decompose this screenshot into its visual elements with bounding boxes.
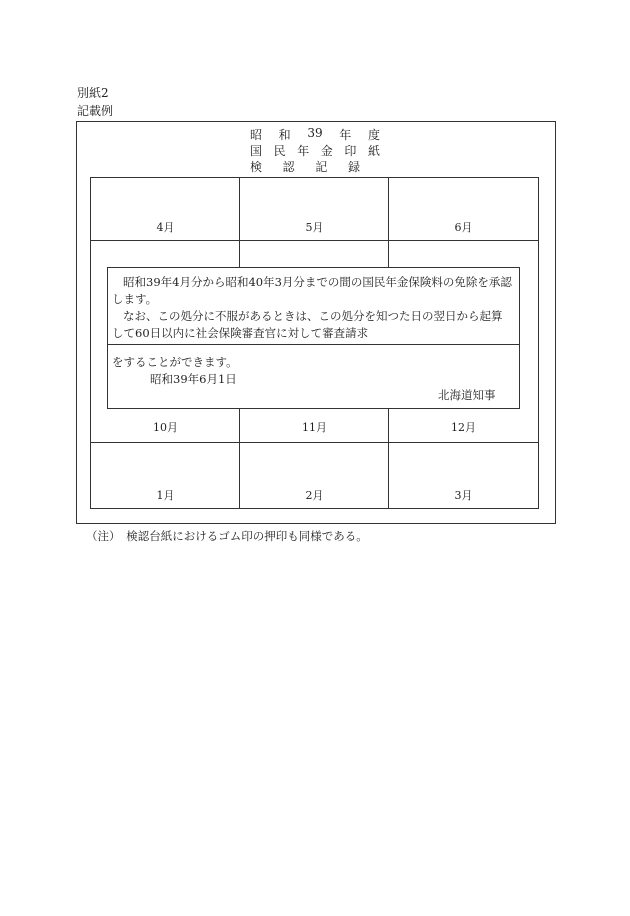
month-cell: 4月: [156, 221, 175, 234]
attachment-label: 別紙2: [77, 86, 109, 100]
notice-text: して60日以内に社会保険審査官に対して審査請求: [112, 326, 369, 340]
footnote: （注） 検認台紙におけるゴム印の押印も同様である。: [86, 529, 368, 543]
month-cell: 3月: [454, 489, 473, 502]
month-cell: 12月: [451, 421, 476, 434]
notice-text: 昭和39年4月分から昭和40年3月分までの間の国民年金保険料の免除を承認: [123, 275, 512, 289]
title-line-2: [250, 142, 380, 159]
notice-date: 昭和39年6月1日: [150, 372, 237, 386]
month-cell: 5月: [305, 221, 324, 234]
title-char: 検: [250, 160, 263, 174]
month-cell: 2月: [305, 489, 324, 502]
grid-row-divider: [91, 240, 538, 241]
notice-text: します。: [112, 292, 158, 306]
title-char: 和: [278, 128, 291, 142]
title-char: 録: [347, 160, 360, 174]
title-char: 国: [250, 144, 263, 158]
exemption-notice-stamp: [107, 267, 520, 409]
month-cell: 10月: [153, 421, 178, 434]
title-char: 金: [320, 144, 333, 158]
title-char: 昭: [250, 128, 263, 142]
title-char: 39: [307, 126, 323, 140]
month-cell: 11月: [302, 421, 327, 434]
notice-text: なお、この処分に不服があるときは、この処分を知つた日の翌日から起算: [123, 309, 503, 323]
title-char: 記: [315, 160, 328, 174]
grid-row-divider: [91, 442, 538, 443]
example-label: 記載例: [77, 104, 114, 118]
title-char: 印: [344, 144, 357, 158]
title-char: 年: [339, 128, 352, 142]
month-cell: 1月: [156, 489, 175, 502]
title-char: 認: [282, 160, 295, 174]
notice-issuer: 北海道知事: [438, 388, 496, 402]
title-char: 紙: [367, 144, 380, 158]
title-char: 年: [297, 144, 310, 158]
notice-text: をすることができます。: [112, 355, 238, 369]
title-char: 度: [367, 128, 380, 142]
title-line-1: [250, 126, 380, 143]
title-line-3: [250, 158, 360, 175]
title-char: 民: [273, 144, 286, 158]
notice-divider: [108, 344, 519, 345]
month-cell: 6月: [454, 221, 473, 234]
